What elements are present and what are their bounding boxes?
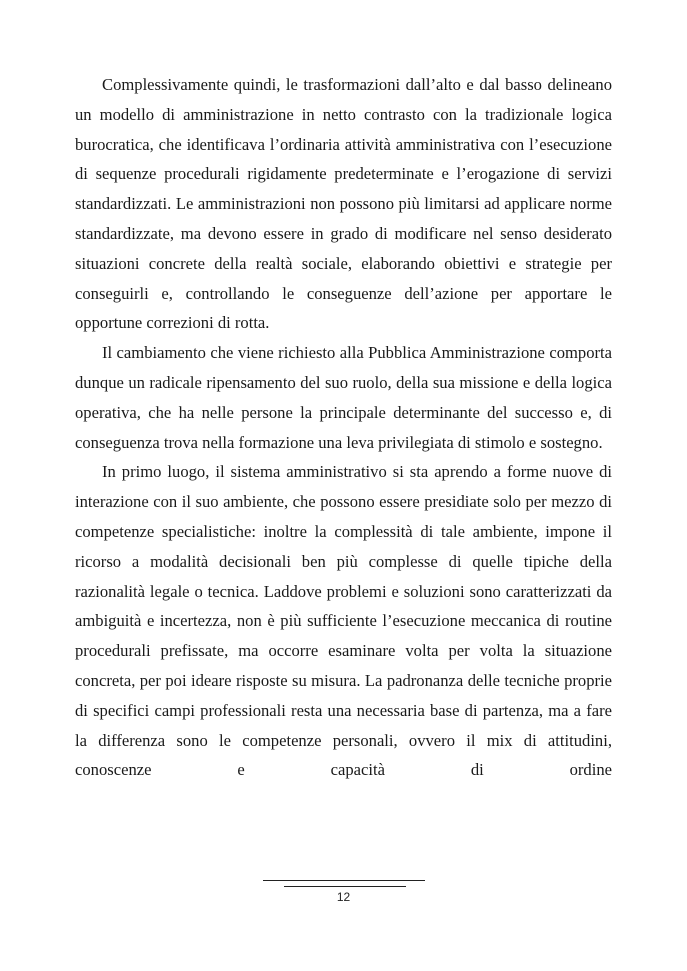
paragraph-2: Il cambiamento che viene richiesto alla Pubblica Amministrazione comporta dunque un radicale ripensamento del suo ruolo, della sua missione e della logica operativa, che ha nelle persone la principale determinante del successo e, di conseguenza trova nella formazione una leva privilegiata di stimolo e sostegno. xyxy=(75,343,612,452)
page-number: 12 xyxy=(336,890,351,904)
footer-divider-top xyxy=(263,880,425,881)
body-text xyxy=(75,70,612,785)
paragraph-3: In primo luogo, il sistema amministrativo si sta aprendo a forme nuove di interazione con il suo ambiente, che possono essere presidiate solo per mezzo di competenze specialistiche: inoltre la complessità di tale ambiente, impone il ricorso a modalità decisionali ben più complesse di quelle tipiche della razionalità legale o tecnica. Laddove problemi e soluzioni sono caratterizzati da ambiguità e incertezza, non è più sufficiente l’esecuzione meccanica di routine procedurali prefissate, ma occorre esaminare volta per volta la situazione concreta, per poi ideare risposte su misura. La padronanza delle tecniche proprie di specifici campi professionali resta una necessaria base di partenza, ma a fare la differenza sono le competenze personali, ovvero il mix di attitudini, conoscenze e capacità di ordine xyxy=(75,462,612,780)
paragraph-1: Complessivamente quindi, le trasformazioni dall’alto e dal basso delineano un modello di amministrazione in netto contrasto con la tradizionale logica burocratica, che identificava l’ordinaria attività amministrativa con l’esecuzione di sequenze procedurali rigidamente predeterminate e l’erogazione di servizi standardizzati. Le amministrazioni non possono più limitarsi ad applicare norme standardizzate, ma devono essere in grado di modificare nel senso desiderato situazioni concrete della realtà sociale, elaborando obiettivi e strategie per conseguirli e, controllando le conseguenze dell’azione per apportare le opportune correzioni di rotta. xyxy=(75,75,612,333)
footer-divider-bottom xyxy=(284,886,406,887)
